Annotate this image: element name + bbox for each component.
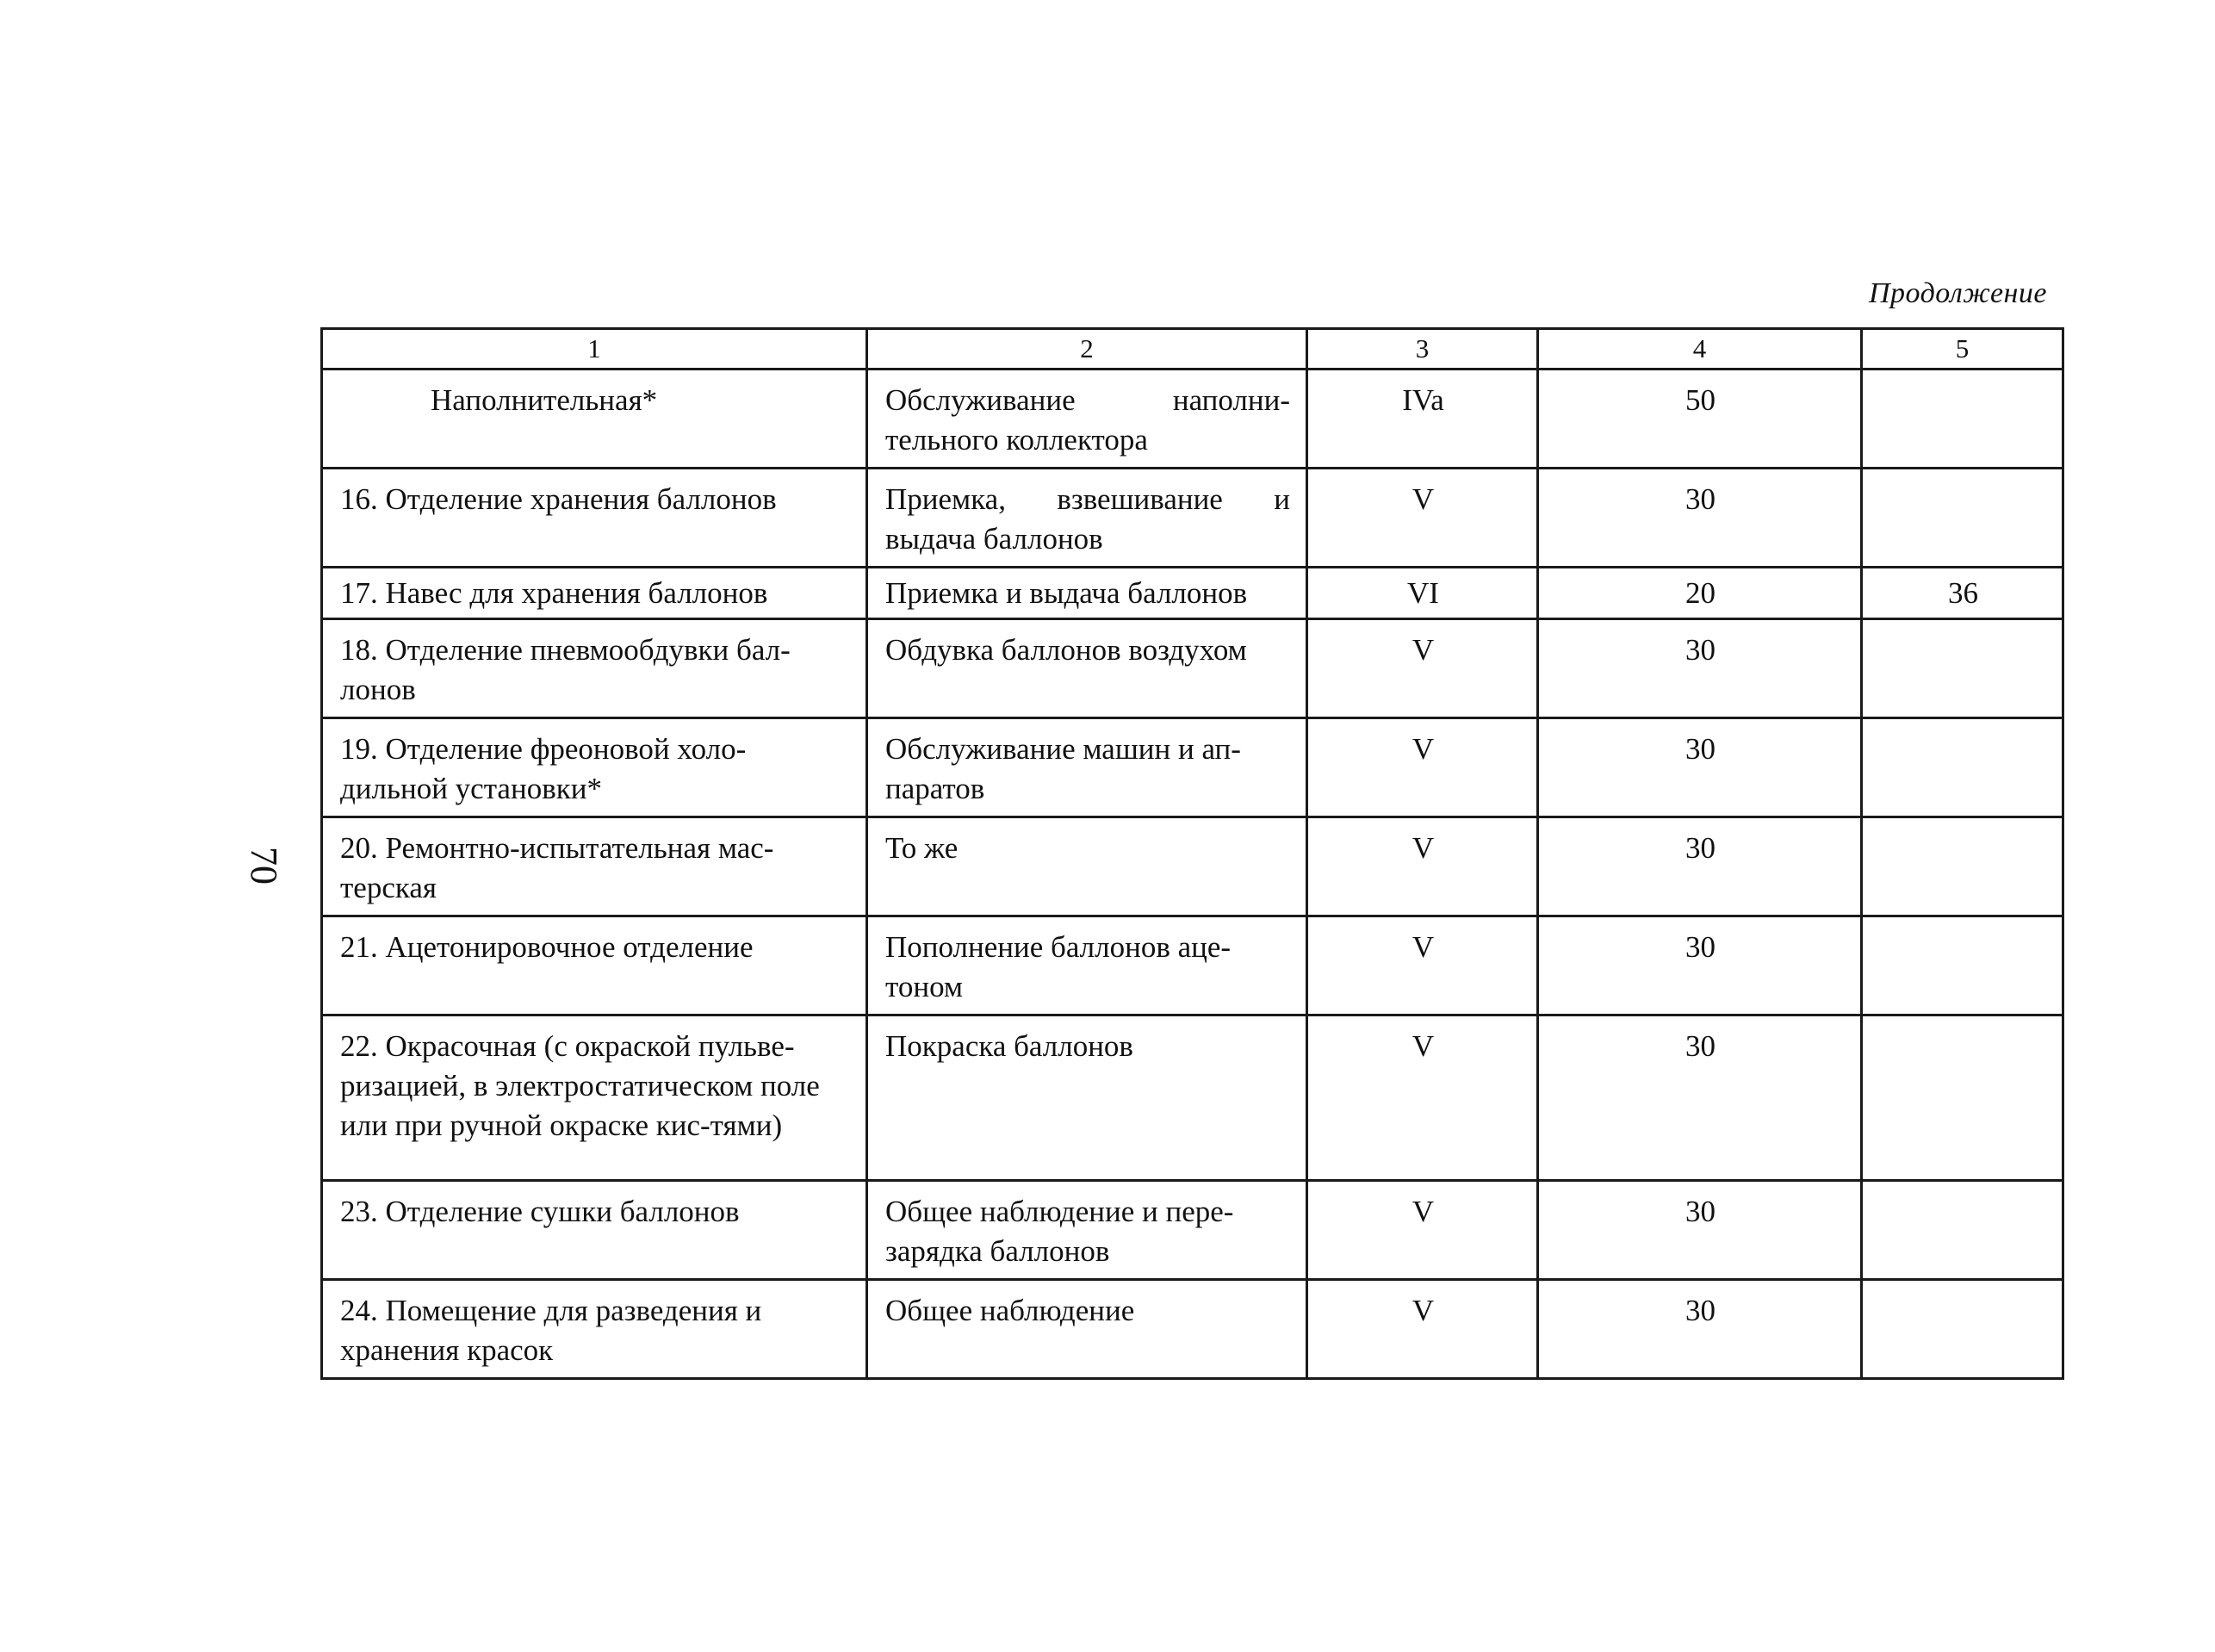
work-type-cell: Общее наблюдение и пере-зарядка баллонов [867,1181,1307,1280]
work-type-cell: То же [867,817,1307,916]
work-type-cell: Пополнение баллонов аце-тоном [867,916,1307,1015]
room-name-cell: 21. Ацетонировочное отделение [322,916,867,1015]
column-number-header: 5 [1862,329,2063,370]
column5-cell [1862,469,2063,568]
category-cell: VI [1307,568,1538,619]
column-number-header: 3 [1307,329,1538,370]
table-row [322,568,2063,619]
work-type-cell: Покраска баллонов [867,1015,1307,1181]
column-number-header: 2 [867,329,1307,370]
category-cell: V [1307,1015,1538,1181]
room-name-cell: 24. Помещение для разведения и хранения красок [322,1280,867,1379]
table-row [322,1181,2063,1280]
page-number: 70 [243,847,285,885]
table-row [322,619,2063,718]
room-name-cell: 18. Отделение пневмообдувки бал-лонов [322,619,867,718]
room-name-cell: 19. Отделение фреоновой холо-дильной установки* [322,718,867,817]
column5-cell [1862,370,2063,469]
column5-cell [1862,916,2063,1015]
work-type-cell: Обдувка баллонов воздухом [867,619,1307,718]
illuminance-cell: 30 [1538,718,1862,817]
category-cell: V [1307,469,1538,568]
work-type-cell: Приемка, взвешивание и выдача баллонов [867,469,1307,568]
work-type-cell: Обслуживание наполни-тельного коллектора [867,370,1307,469]
category-cell: V [1307,916,1538,1015]
column5-cell [1862,619,2063,718]
category-cell: V [1307,817,1538,916]
column5-cell [1862,718,2063,817]
category-cell: IVa [1307,370,1538,469]
column-number-row [322,329,2063,370]
room-name-cell: 23. Отделение сушки баллонов [322,1181,867,1280]
column5-cell: 36 [1862,568,2063,619]
table-row [322,1015,2063,1181]
continuation-label: Продолжение [1868,277,2047,309]
illuminance-cell: 20 [1538,568,1862,619]
table-row [322,817,2063,916]
table-row [322,370,2063,469]
room-name-cell: 20. Ремонтно-испытательная мас-терская [322,817,867,916]
illuminance-cell: 30 [1538,1280,1862,1379]
work-type-cell: Обслуживание машин и ап-паратов [867,718,1307,817]
column5-cell [1862,1015,2063,1181]
illuminance-cell: 30 [1538,1015,1862,1181]
work-type-cell: Общее наблюдение [867,1280,1307,1379]
illuminance-cell: 30 [1538,1181,1862,1280]
table-row [322,1280,2063,1379]
illuminance-cell: 30 [1538,916,1862,1015]
column5-cell [1862,1181,2063,1280]
illuminance-cell: 50 [1538,370,1862,469]
column5-cell [1862,817,2063,916]
room-name-cell: 17. Навес для хранения баллонов [322,568,867,619]
column-number-header: 4 [1538,329,1862,370]
table-row [322,469,2063,568]
category-cell: V [1307,1181,1538,1280]
work-type-cell: Приемка и выдача баллонов [867,568,1307,619]
column-number-header: 1 [322,329,867,370]
room-name-cell: 22. Окрасочная (с окраской пульве-ризацией, в электростатическом поле или при ручной окраске кис-тями) [322,1015,867,1181]
illuminance-cell: 30 [1538,469,1862,568]
room-name-cell: 16. Отделение хранения баллонов [322,469,867,568]
lighting-norms-table [320,327,2064,1380]
category-cell: V [1307,718,1538,817]
category-cell: V [1307,1280,1538,1379]
category-cell: V [1307,619,1538,718]
room-name-cell: Наполнительная* [322,370,867,469]
column5-cell [1862,1280,2063,1379]
table-row [322,916,2063,1015]
table-row [322,718,2063,817]
illuminance-cell: 30 [1538,817,1862,916]
illuminance-cell: 30 [1538,619,1862,718]
